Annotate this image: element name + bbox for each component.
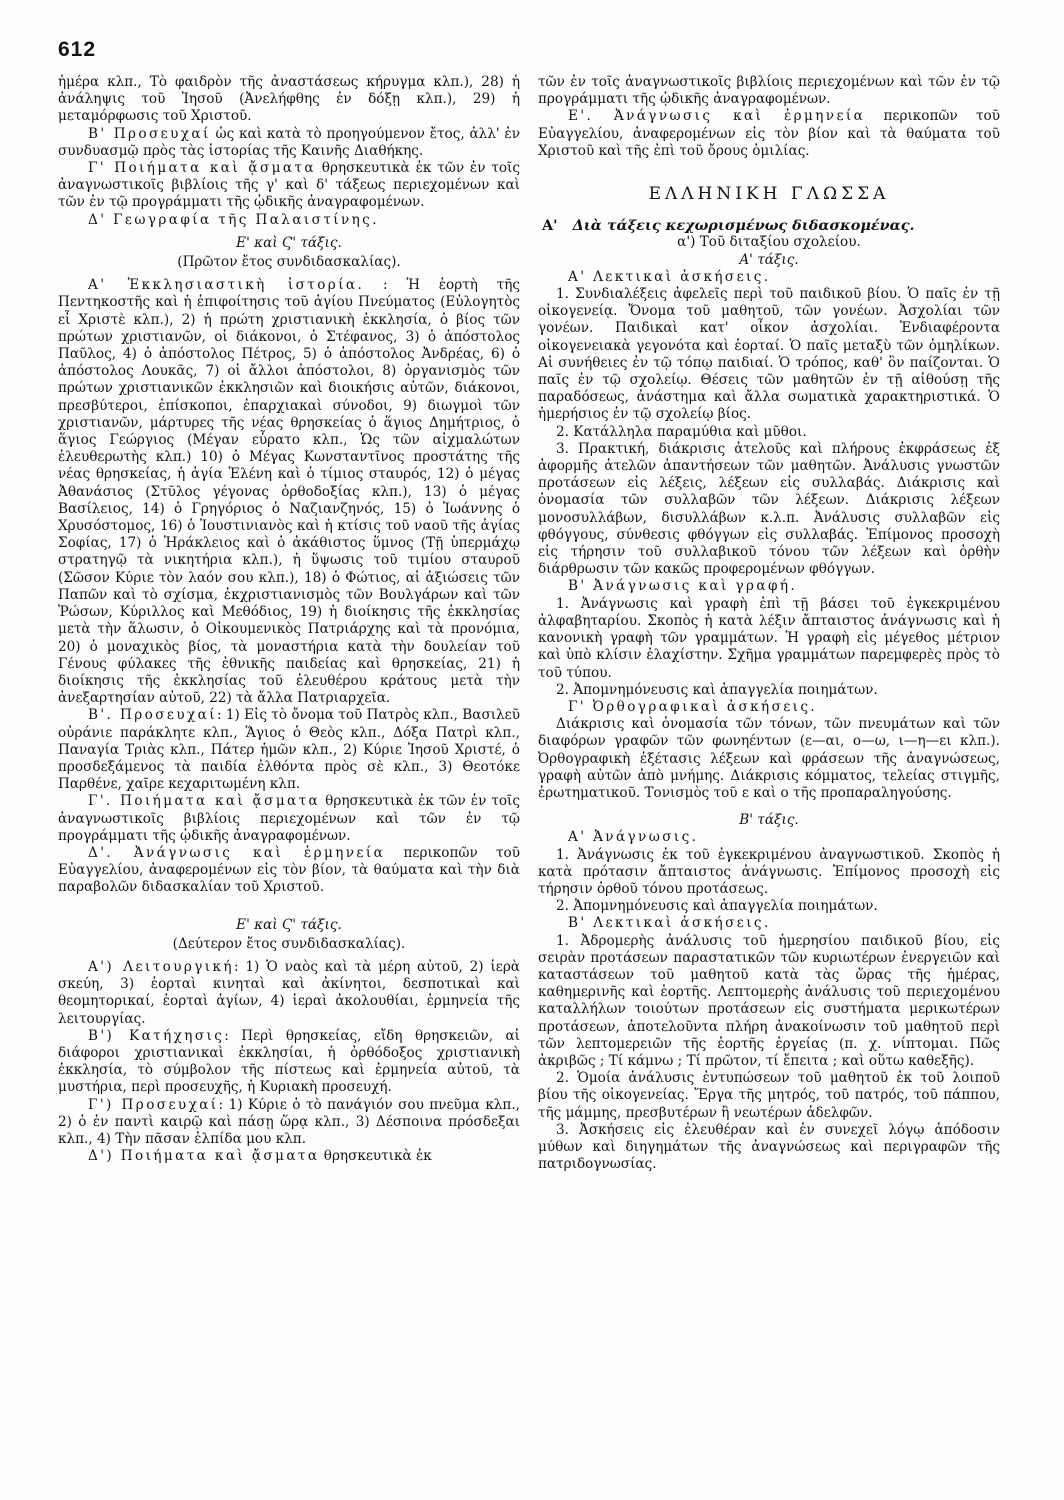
item-text: θρησκευτικὰ ἐκ (319, 1148, 432, 1165)
paragraph (58, 959, 520, 1028)
item-label: Α' Ἐκκλησιαστικὴ ἱστορία. (88, 277, 365, 294)
paragraph: ἡμέρα κλπ., Τὸ φαιδρὸν τῆς ἀναστάσεως κήρυγμα κλπ.), 28) ἡ ἀνάληψις τοῦ Ἰησοῦ (Ἀνελήφθης ἐν δόξῃ κλπ.), 29) ἡ μεταμόρφωσις τοῦ Χριστοῦ. (58, 74, 520, 125)
paragraph: 1. Συνδιαλέξεις ἀφελεῖς περὶ τοῦ παιδικοῦ βίου. Ὁ παῖς ἐν τῇ οἰκογενείᾳ. Ὄνομα τοῦ μαθητοῦ, τῶν γονέων. Ἀσχολίαι τῶν γονέων. Παιδικαὶ κατ' οἶκον ἀσχολίαι. Ἐνδιαφέροντα οἰκογενειακὰ γεγονότα καὶ ἑορταί. Ὁ παῖς μεταξὺ τῶν ὁμηλίκων. Αἱ συνήθειες ἐν τῷ τόπῳ παιδιαί. Ὁ τρόπος, καθ' ὃν παίζονται. Ὁ παῖς ἐν τῷ σχολείῳ. Θέσεις τῶν μαθητῶν ἐν τῇ αἰθούσῃ τῆς παραδόσεως, ἀνάστημα καὶ ἄλλα σωματικὰ χαρακτηριστικά. Ὁ ἡμερήσιος ἐν τῷ σχολείῳ βίος. (538, 286, 1000, 423)
section-title: ΕΛΛΗΝΙΚΗ ΓΛΩΣΣΑ (648, 184, 890, 205)
paragraph: 2. Ἀπομνημόνευσις καὶ ἀπαγγελία ποιημάτων. (556, 681, 878, 698)
paragraph: Διάκρισις καὶ ὀνομασία τῶν τόνων, τῶν πνευμάτων καὶ τῶν διαφόρων γραφῶν τῶν φωνηέντων (ε—αι, ο—ω, ι—η—ει κλπ.). Ὀρθογραφικὴ ἐξέτασις λέξεων καὶ φράσεων τῆς ἀναγνώσεως, γραφὴ αὐτῶν ἀπὸ μνήμης. Διάκρισις κόμματος, τελείας στιγμῆς, ἐρωτηματικοῦ. Τονισμὸς τοῦ ε καὶ ο τῆς προπαραληγούσης. (538, 716, 1000, 801)
exercise-heading: Γ' Ὀρθογραφικαὶ ἀσκήσεις. (568, 698, 818, 715)
class-heading: Ε' καὶ Ϛ' τάξις. (236, 234, 342, 251)
item-text: ὡς καὶ κατὰ τὸ προηγούμενον ἔτος, ἀλλ' ἐν συνδυασμῷ πρὸς τὰς ἱστορίας τῆς Καινῆς Διαθήκης. (58, 125, 520, 159)
item-text: : Ἡ ἑορτὴ τῆς Πεντηκοστῆς καὶ ἡ ἐπιφοίτησις τοῦ ἁγίου Πνεύματος (Εὐλογητὸς εἶ Χριστὲ κλπ.), 2) ἡ πρώτη χριστιανικὴ ἐκκλησία, ὁ βίος τῶν πρώτων χριστιανῶν, οἱ διάκονοι, ὁ Στέφανος, 3) ὁ ἀπόστολος Παῦλος, 4) ὁ ἀπόστολος Πέτρος, 5) ὁ ἀπόστολος Ἀνδρέας, 6) ὁ ἀπόστολος Λουκᾶς, 7) οἱ ἄλλοι ἀπόστολοι, 8) ὀργανισμὸς τῶν πρώτων χριστιανικῶν ἐκκλησιῶν καὶ διοικήσις αὐτῶν, διάκονοι, πρεσβύτεροι, ἐπίσκοποι, ἐπαρχιακαὶ σύνοδοι, 9) διωγμοὶ τῶν χριστιανῶν, μάρτυρες τῆς νέας θρησκείας ὁ ἅγιος Δημήτριος, ὁ ἅγιος Γεώργιος (Μέγαν εὗρατο κλπ., Ὡς τῶν αἰχμαλώτων ἐλευθερωτὴς κλπ.) 10) ὁ Μέγας Κωνσταντῖνος προστάτης τῆς νέας θρησκείας, ἡ ἁγία Ἑλένη καὶ ὁ τίμιος σταυρός, 12) ὁ μέγας Ἀθανάσιος (Στῦλος γέγονας ὀρθοδοξίας κλπ.), 13) ὁ μέγας Βασίλειος, 14) ὁ Γρηγόριος ὁ Ναζιανζηνός, 15) ὁ Ἰωάννης ὁ Χρυσόστομος, 16) ὁ Ἰουστινιανὸς καὶ ἡ κτίσις τοῦ ναοῦ τῆς ἁγίας Σοφίας, 17) ὁ Ἡράκλειος καὶ ὁ ἀκάθιστος ὕμνος (Τῇ ὑπερμάχῳ στρατηγῷ τὰ νικητήρια κλπ.), ἡ ὕψωσις τοῦ τιμίου σταυροῦ (Σῶσον Κύριε τὸν λαόν σου κλπ.), 18) ὁ Φώτιος, αἱ ἀξιώσεις τῶν Παπῶν καὶ τὸ σχίσμα, ἐκχριστιανισμὸς τῶν Βουλγάρων καὶ τῶν Ῥώσων, Κύριλλος καὶ Μεθόδιος, 19) ἡ διοίκησις τῆς ἐκκλησίας μετὰ τὴν ἅλωσιν, ὁ Οἰκουμενικὸς Πατριάρχης καὶ τὰ προνόμια, 20) ὁ μοναχικὸς βίος, τὰ μοναστήρια κατὰ τὴν δουλείαν τοῦ Γένους φύλακες τῆς ἐθνικῆς παιδείας καὶ θρησκείας, 21) ἡ διοίκησις τῆς ἐκκλησίας τοῦ ἐλευθέρου κράτους μετὰ τὴν ἀνεξαρτησίαν αὐτοῦ, 22) τὰ ἄλλα Πατριαρχεῖα. (58, 277, 520, 707)
item-text: περικοπῶν τοῦ Εὐαγγελίου, ἀναφερομένων εἰς τὸν βίον, τὰ θαύματα καὶ τὴν διὰ παραβολῶν διδασκαλίαν τοῦ Χριστοῦ. (58, 844, 520, 896)
class-heading: Α' τάξις. (739, 251, 799, 268)
paragraph (58, 793, 520, 845)
class-heading: Β' τάξις. (739, 812, 799, 829)
item-text: θρησκευτικὰ ἐκ τῶν ἐν τοῖς ἀναγνωστικοῖς βιβλίοις περιεχομένων καὶ τῶν ἐν τῷ προγράμματι τῆς ᾠδικῆς ἀναγραφομένων. (58, 793, 520, 844)
left-column (58, 74, 520, 1165)
year-heading: (Πρῶτον ἔτος συνδιδασκαλίας). (177, 254, 401, 271)
paragraph: 2. Ἀπομνημόνευσις καὶ ἀπαγγελία ποιημάτων. (556, 898, 878, 915)
item-label: Β'. Προσευχαί (88, 707, 217, 724)
item-text: : 1) Εἰς τὸ ὄνομα τοῦ Πατρὸς κλπ., Βασιλεῦ οὐράνιε παράκλητε κλπ., Ἅγιος ὁ Θεὸς κλπ., Δόξα Πατρὶ κλπ., Παναγία Τριὰς κλπ., Πάτερ ἡμῶν κλπ., 2) Κύριε Ἰησοῦ Χριστέ, ὁ προσδεξάμενος τὰ παιδία ἐλθόντα πρὸς σὲ κλπ., 3) Θεοτόκε Παρθένε, χαῖρε κεχαριτωμένη κλπ. (58, 707, 520, 793)
item-text: : Περὶ θρησκείας, εἴδη θρησκειῶν, αἱ διάφοροι χριστιανικαὶ ἐκκλησίαι, ἡ ὀρθόδοξος χριστιανικὴ ἐκκλησία, τὸ σύμβολον τῆς πίστεως καὶ ἑρμηνεία αὐτοῦ, τὰ μυστήρια, περὶ προσευχῆς, ἡ Κυριακὴ προσευχή. (58, 1027, 521, 1096)
item-label: Δ'. Ἀνάγνωσις καὶ ἑρμηνεία (88, 844, 386, 861)
exercise-heading: Α' Λεκτικαὶ ἀσκήσεις. (568, 268, 771, 285)
item-label: Α') Λειτουργική (88, 958, 234, 975)
item-text: θρησκευτικὰ ἐκ τῶν ἐν τοῖς ἀναγνωστικοῖς βιβλίοις τῆς γ' καὶ δ' τάξεως περιεχομένων καὶ τῶν ἐν τῷ προγράμματι τῆς ᾠδικῆς ἀναγραφομένων. (58, 160, 520, 211)
class-heading: Ε' καὶ Ϛ' τάξις. (236, 916, 342, 933)
right-column (538, 74, 1000, 1173)
paragraph (58, 845, 520, 897)
subsection-heading (538, 217, 1000, 234)
paragraph (58, 126, 520, 160)
paragraph (58, 160, 520, 212)
paragraph (58, 1097, 520, 1149)
exercise-heading: Α' Ἀνάγνωσις. (568, 829, 699, 846)
paragraph: 2. Κατάλληλα παραμύθια καὶ μῦθοι. (556, 423, 807, 440)
paragraph: 1. Ἀδρομερὴς ἀνάλυσις τοῦ ἡμερησίου παιδικοῦ βίου, εἰς σειρὰν προτάσεων παραστατικῶν τῶν κυριωτέρων ἐνεργειῶν καὶ καταστάσεων τοῦ μαθητοῦ κατὰ τὰς ὥρας τῆς ἡμέρας, καθημερινῆς καὶ ἑορτῆς. Λεπτομερὴς ἀνάλυσις τοῦ περιεχομένου καταλλήλων τοιούτων προτάσεων εἰς συστήματα μερικωτέρων προτάσεων, ἀποτελοῦντα πλήρη ἀνακοίνωσιν τοῦ μαθητοῦ περὶ τῶν λεπτομερειῶν τῆς ἑορτῆς ἐργείας (π. χ. νίπτομαι. Πῶς ἀκριβῶς ; Τί κάμνω ; Τί πρῶτον, τί ἔπειτα ; καὶ οὕτω καθεξῆς). (538, 932, 1000, 1069)
subsection-text: Διὰ τάξεις κεχωρισμένως διδασκομένας. (572, 217, 915, 235)
paragraph (538, 108, 1000, 160)
paragraph (58, 707, 520, 793)
item-label: Ε'. Ἀνάγνωσις καὶ ἑρμηνεία (568, 108, 866, 125)
paragraph (58, 212, 520, 229)
item-label: Β' Προσευχαί (88, 125, 211, 142)
item-text: : 1) Κύριε ὁ τὸ πανάγιόν σου πνεῦμα κλπ., 2) ὁ ἐν παντὶ καιρῷ καὶ πάσῃ ὥρᾳ κλπ., 3) Δέσποινα πρόσδεξαι κλπ., 4) Τὴν πᾶσαν ἐλπίδα μου κλπ. (58, 1096, 521, 1147)
paragraph (58, 1028, 520, 1097)
item-label: Δ') Ποιήματα καὶ ᾄσματα (88, 1148, 320, 1165)
paragraph: τῶν ἐν τοῖς ἀναγνωστικοῖς βιβλίοις περιεχομένων καὶ τῶν ἐν τῷ προγράμματι τῆς ᾠδικῆς ἀναγραφομένων. (538, 74, 1000, 108)
school-heading: α') Τοῦ διταξίου σχολείου. (677, 234, 861, 251)
paragraph (58, 1148, 520, 1165)
paragraph: 1. Ἀνάγνωσις ἐκ τοῦ ἐγκεκριμένου ἀναγνωστικοῦ. Σκοπὸς ἡ κατὰ πρότασιν ἄπταιστος ἀνάγνωσις. Ἐπίμονος προσοχὴ εἰς τήρησιν ὀρθοῦ τόνου προτάσεως. (538, 846, 1000, 897)
exercise-heading: Β' Ἀνάγνωσις καὶ γραφή. (568, 578, 798, 595)
paragraph: 1. Ἀνάγνωσις καὶ γραφὴ ἐπὶ τῇ βάσει τοῦ ἐγκεκριμένου ἀλφαβηταρίου. Σκοπὸς ἡ κατὰ λέξιν ἄπταιστος ἀνάγνωσις καὶ ἡ κανονικὴ γραφὴ τῶν γραμμάτων. Ἡ γραφὴ εἰς μέγεθος μέτριον καὶ ὑπὸ κλίσιν ἐλαχίστην. Σχῆμα γραμμάτων παρεμφερὲς πρὸς τὸ τοῦ τύπου. (538, 595, 1000, 681)
item-label: Γ'. Ποιήματα καὶ ᾄσματα (88, 793, 321, 810)
year-heading: (Δεύτερον ἔτος συνδιδασκαλίας). (172, 935, 406, 952)
paragraph: 3. Πρακτική, διάκρισις ἀτελοῦς καὶ πλήρους ἐκφράσεως ἐξ ἀφορμῆς ἀτελῶν ἀπαντήσεων τῶν μαθητῶν. Ἀνάλυσις γνωστῶν προτάσεων εἰς λέξεις, λέξεων εἰς συλλαβάς. Διάκρισις καὶ ὀνομασία τῶν συλλαβῶν τῶν λέξεων. Διάκρισις λέξεων μονοσυλλάβων, δισυλλάβων κ.λ.π. Ἀνάλυσις συλλαβῶν εἰς φθόγγους, σύνθεσις φθόγγων εἰς συλλαβάς. Ἐπίμονος προσοχὴ εἰς τήρησιν τοῦ συλλαβικοῦ τόνου τῶν λέξεων καὶ ὀρθὴν διάρθρωσιν τῶν κακῶς προφερομένων φθόγγων. (538, 440, 1000, 578)
item-label: Δ' Γεωγραφία τῆς Παλαιστίνης. (88, 211, 379, 228)
item-text: : 1) Ὁ ναὸς καὶ τὰ μέρη αὐτοῦ, 2) ἱερὰ σκεύη, 3) ἑορταὶ κινηταὶ καὶ ἀκίνητοι, δεσποτικαὶ καὶ θεομητορικαί, ἑορταὶ ἁγίων, 4) ἱεραὶ ἀκολουθίαι, ἑρμηνεία τῆς λειτουργίας. (58, 958, 520, 1027)
item-text: περικοπῶν τοῦ Εὐαγγελίου, ἀναφερομένων εἰς τὸν βίον καὶ τὰ θαύματα τοῦ Χριστοῦ καὶ τῆς ἐπὶ τοῦ ὄρους ὁμιλίας. (538, 108, 1000, 159)
page-number: 612 (58, 38, 97, 61)
item-label: Γ') Προσευχαί (88, 1096, 219, 1113)
item-label: Β') Κατήχησις (88, 1027, 225, 1044)
paragraph (58, 277, 520, 707)
exercise-heading: Β' Λεκτικαὶ ἀσκήσεις. (568, 915, 771, 932)
item-label: Γ' Ποιήματα καὶ ᾄσματα (88, 160, 316, 177)
subsection-number: Α' (542, 217, 558, 235)
paragraph: 3. Ἀσκήσεις εἰς ἐλευθέραν καὶ ἐν συνεχεῖ λόγῳ ἀπόδοσιν μύθων καὶ διηγημάτων τῆς ἀναγνώσεως καὶ περιγραφῶν τῆς πατριδογνωσίας. (538, 1121, 1000, 1173)
paragraph: 2. Ὁμοία ἀνάλυσις ἐντυπώσεων τοῦ μαθητοῦ ἐκ τοῦ λοιποῦ βίου τῆς οἰκογενείας. Ἔργα τῆς μητρός, τοῦ πατρός, τοῦ πάππου, τῆς μάμμης, πρεσβυτέρων ἢ νεωτέρων ἀδελφῶν. (538, 1070, 1000, 1121)
